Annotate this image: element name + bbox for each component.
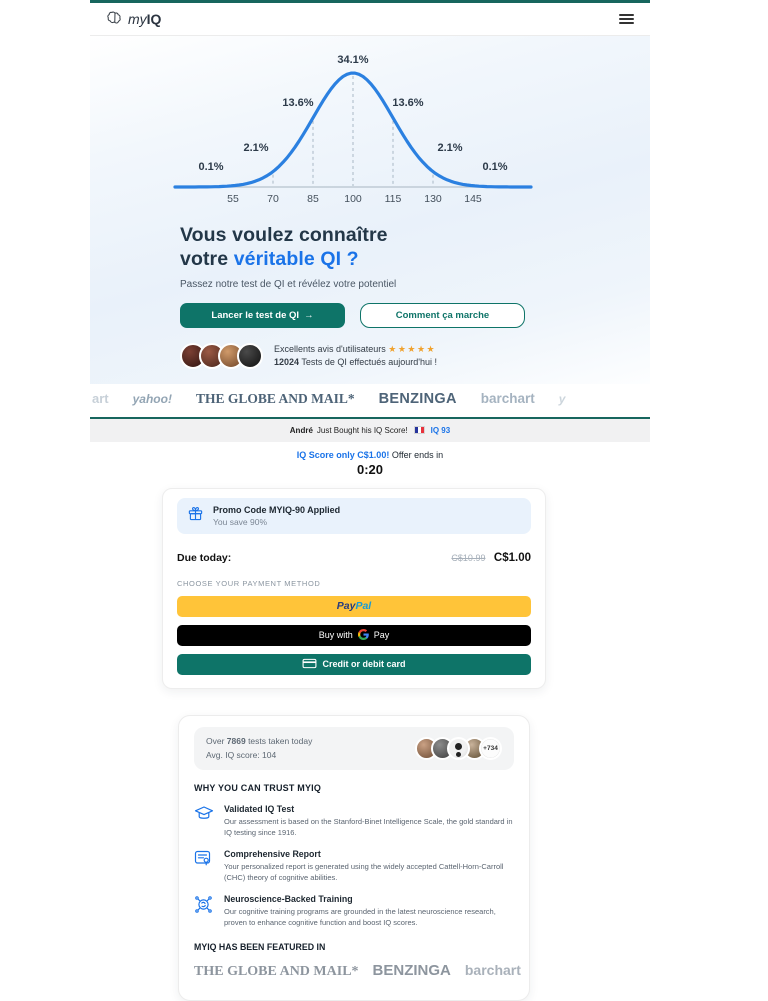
hero-title-accent: véritable QI ? xyxy=(233,247,359,270)
hero-title: Vous voulez connaître votre véritable QI ? xyxy=(180,224,388,270)
credit-card-button[interactable]: Credit or debit card xyxy=(177,654,531,675)
arrow-right-icon: → xyxy=(304,309,314,321)
press-logo-barchart-partial: art xyxy=(92,391,109,407)
start-test-button[interactable]: Lancer le test de QI → xyxy=(180,303,345,328)
featured-logos-row xyxy=(194,962,521,980)
payment-card xyxy=(162,488,546,689)
trust-item-title: Validated IQ Test xyxy=(224,804,295,815)
featured-logo-benzinga: BENZINGA xyxy=(372,962,451,980)
hero-section xyxy=(90,36,650,384)
buyer-iq-score: IQ 93 xyxy=(430,425,451,435)
gift-icon xyxy=(187,505,204,527)
trust-item-title: Neuroscience-Backed Training xyxy=(224,894,353,905)
purchase-notification-bar: André Just Bought his IQ Score! IQ 93 xyxy=(90,419,650,442)
google-g-icon xyxy=(358,629,369,642)
countdown-timer: 0:20 xyxy=(356,461,384,477)
trust-section-title: WHY YOU CAN TRUST MYIQ xyxy=(194,783,322,794)
credit-card-icon xyxy=(302,658,317,671)
test-taker-avatars xyxy=(415,737,502,760)
svg-text:13.6%: 13.6% xyxy=(282,97,314,109)
featured-logo-barchart: barchart xyxy=(464,962,521,979)
more-users-badge: +734 xyxy=(479,737,502,760)
header xyxy=(90,3,650,36)
tests-taken-line: Over 7869 tests taken today xyxy=(206,735,313,746)
brand-my: my xyxy=(128,11,147,27)
hero-subtitle: Passez notre test de QI et révélez votre potentiel xyxy=(180,278,397,290)
trust-item-title: Comprehensive Report xyxy=(224,849,321,860)
page-column xyxy=(90,0,650,1001)
svg-text:0.1%: 0.1% xyxy=(482,161,508,173)
buyer-name: André xyxy=(289,425,313,435)
svg-text:34.1%: 34.1% xyxy=(337,54,369,66)
avatar xyxy=(237,343,263,369)
svg-text:145: 145 xyxy=(464,193,482,205)
old-price: C$10.99 xyxy=(451,552,486,563)
reviews-row xyxy=(180,343,650,370)
brand-logo[interactable] xyxy=(106,10,161,28)
promo-subtitle: You save 90% xyxy=(213,516,268,527)
brain-logo-icon xyxy=(106,10,123,28)
promo-title: Promo Code MYIQ-90 Applied xyxy=(213,504,341,515)
brand-iq: IQ xyxy=(146,11,162,27)
trust-item-desc: Our cognitive training programs are grounded in the latest neuroscience research, proven to enhance cognitive function and boost IQ scores. xyxy=(224,907,496,927)
due-today-label: Due today: xyxy=(177,551,232,564)
trust-card xyxy=(178,715,530,1001)
google-pay-button[interactable]: Buy with Pay xyxy=(177,625,531,646)
offer-line: IQ Score only C$1.00! Offer ends in xyxy=(296,449,444,460)
trust-item-desc: Your personalized report is generated using the widely accepted Cattell-Horn-Carroll (CHC) theory of cognitive abilities. xyxy=(224,862,504,882)
reviewer-avatars xyxy=(180,343,263,369)
trust-item-neuroscience xyxy=(194,894,514,928)
svg-text:100: 100 xyxy=(344,193,362,205)
paypal-logo: PayPal xyxy=(336,600,372,613)
trust-item-validated xyxy=(194,804,514,838)
press-logo-marquee xyxy=(90,384,650,414)
promo-code-box xyxy=(177,498,531,534)
report-icon xyxy=(194,849,214,883)
avg-iq-line: Avg. IQ score: 104 xyxy=(206,749,277,760)
avatar xyxy=(447,737,470,760)
graduation-cap-icon xyxy=(194,804,214,838)
svg-text:13.6%: 13.6% xyxy=(392,97,424,109)
star-rating-icon: ★★★★★ xyxy=(388,343,437,354)
neuroscience-icon xyxy=(194,894,214,928)
france-flag-icon xyxy=(414,426,425,434)
bell-curve-chart xyxy=(153,45,553,213)
svg-text:55: 55 xyxy=(227,193,239,205)
payment-method-label: CHOOSE YOUR PAYMENT METHOD xyxy=(177,578,321,588)
press-logo-benzinga: BENZINGA xyxy=(378,390,457,407)
svg-text:130: 130 xyxy=(424,193,442,205)
press-logo-yahoo-partial: y xyxy=(558,391,566,406)
featured-logo-globe-and-mail: THE GLOBE AND MAIL* xyxy=(194,964,359,980)
how-it-works-button[interactable]: Comment ça marche xyxy=(360,303,525,328)
menu-hamburger-icon[interactable] xyxy=(619,14,634,24)
new-price: C$1.00 xyxy=(493,551,531,564)
svg-text:115: 115 xyxy=(384,193,402,205)
stats-box xyxy=(194,727,514,770)
trust-item-desc: Our assessment is based on the Stanford-Binet Intelligence Scale, the gold standard in IQ testing since 1916. xyxy=(224,817,513,837)
svg-text:0.1%: 0.1% xyxy=(198,161,224,173)
svg-text:2.1%: 2.1% xyxy=(243,142,269,154)
press-logo-yahoo: yahoo! xyxy=(132,391,172,406)
svg-text:85: 85 xyxy=(307,193,319,205)
svg-text:2.1%: 2.1% xyxy=(437,142,463,154)
reviews-line1: Excellents avis d'utilisateurs ★★★★★ xyxy=(274,343,437,354)
press-logo-globe-and-mail: THE GLOBE AND MAIL* xyxy=(195,390,355,406)
featured-section-title: MYIQ HAS BEEN FEATURED IN xyxy=(194,942,326,953)
svg-text:70: 70 xyxy=(267,193,279,205)
trust-item-report xyxy=(194,849,514,883)
paypal-button[interactable] xyxy=(177,596,531,617)
reviews-line2: 12024 Tests de QI effectués aujourd'hui ! xyxy=(274,357,438,368)
press-logo-barchart: barchart xyxy=(480,391,535,407)
